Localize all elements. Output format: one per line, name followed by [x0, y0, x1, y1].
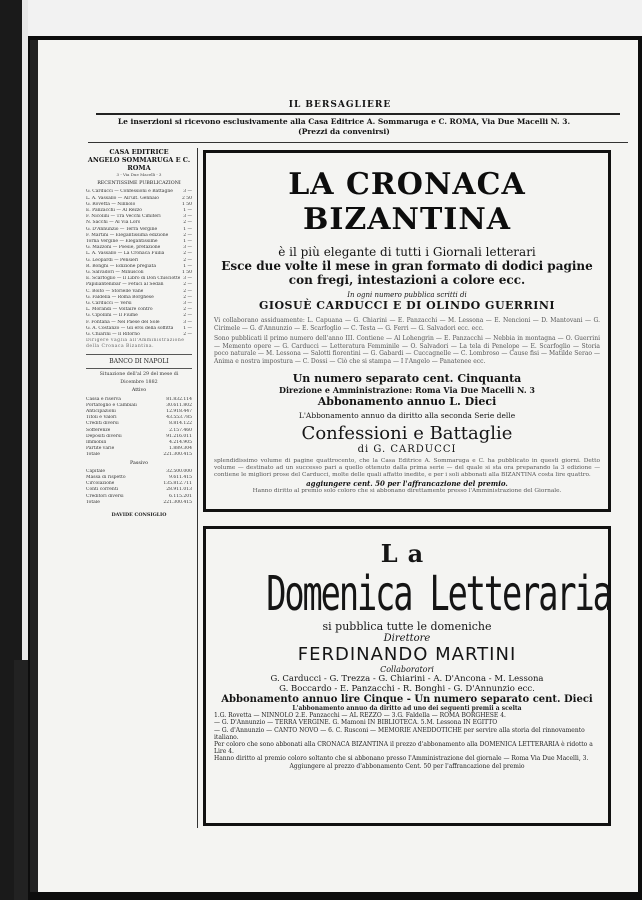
domenica-premium2: — G. D'Annunzio — TERRA VERGINE. G. Mamoni IN BIBLIOTECA. 5.M. Lessona IN EGITTO	[214, 719, 498, 727]
item-value: 2 50	[181, 195, 192, 201]
cronaca-price: Un numero separato cent. Cinquanta	[292, 371, 522, 385]
cronaca-title: LA CRONACA BIZANTINA	[288, 167, 526, 237]
item-value: 28.911.013	[166, 487, 192, 493]
recent-list	[86, 189, 192, 338]
item-value: 1 —	[183, 263, 192, 269]
item-text: N. Sacchi — Al Via Loro	[86, 220, 141, 226]
bank-date1: Situazione dell'al 29 del mese di	[99, 371, 179, 377]
ad-domenica-letteraria	[203, 526, 611, 826]
item-value: 2 —	[183, 282, 192, 288]
item-value: 1 —	[183, 208, 192, 214]
item-value: 2 —	[183, 307, 192, 313]
domenica-postage: Aggiungere al prezzo d'abbonamento Cent. 50 per l'affrancazione del premio	[289, 762, 525, 770]
item-value: 135.812.711	[163, 481, 192, 487]
list-item	[86, 500, 192, 506]
passivo-list	[86, 469, 192, 506]
cronaca-direction: Direzione e Amministrazione: Roma Via Due Macelli N. 3	[279, 384, 535, 395]
item-text: Massa di rispetto	[86, 474, 126, 480]
cronaca-sub-right: L'Abbonamento annuo da diritto alla seconda Serie delle	[298, 410, 516, 420]
scan-binding	[14, 660, 28, 900]
item-value: 2 —	[183, 332, 192, 338]
book-title: Confessioni e Battaglie	[301, 422, 513, 444]
item-text: Creditori diversi	[86, 493, 124, 499]
cronaca-collaborators: Vi collaborano assiduamente: L. Capuana — G. Chiarini — E. Panzacchi — M. Lessona — E. Nencioni — D. Mantovani — G. Cirimele — G. d'Annunzio — E. Scarfoglio — C. Testa — G. Ferri — G. Salvadori ecc. ecc.	[214, 317, 600, 332]
item-value: 1 —	[183, 226, 192, 232]
cronaca-contents: Sono pubblicati il primo numero dell'anno III. Contiene — Al Lohengrin — E. Panzacchi — Nebbia in montagna — O. Guerrini — Memento opere — G. Carducci — Letteratura Femminile — O. Salvadori — La tela di Penelope — E. Scarfoglio — Storia poco naturale — M. Lessona — Salotti fiorentini — G. Gabardi — Cuccagnelle — C. Lombroso — Cause fisi — Matilde Serao — Anima e nostra impostura — C. Dossi — Ciò che si stampa — I l'Angelo — Panatenee ecc.	[214, 335, 600, 365]
cronaca-line1: è il più elegante di tutti i Giornali letterari	[278, 245, 536, 259]
bank-passivo: Passivo	[130, 460, 148, 466]
item-text: L. Morandi — Voltaire contro	[86, 307, 153, 313]
item-value: 1 50	[181, 270, 192, 276]
bank-signature: DAVIDE CONSIGLIO	[111, 511, 167, 518]
cronaca-writers: GIOSUÈ CARDUCCI E DI OLINDO GUERRINI	[258, 299, 556, 312]
item-value: 3 —	[183, 276, 192, 282]
item-value: 2 —	[183, 257, 192, 263]
item-value: 221.300.415	[163, 452, 192, 458]
cronaca-line3: con fregi, intestazioni a colore ecc.	[288, 273, 526, 287]
list-item	[86, 452, 192, 458]
domenica-combo2: Hanno diritto al premio coloro soltanto che si abbonano presso l'Amministrazione del giornale — Roma Via Due Macelli, 3.	[214, 755, 589, 763]
item-text: F. Fontana — Nel Paese del Sole	[86, 319, 160, 325]
item-value: 91.216.011	[166, 433, 192, 439]
item-value: 4.214.905	[169, 439, 192, 445]
item-text: Anticipazioni	[86, 408, 116, 414]
domenica-premium1: 1.G. Rovetta — NINNOLO 2.E. Panzacchi — AL REZZO — 3.G. Faldella — ROMA BORGHESE 4.	[214, 712, 506, 720]
item-text: Cassa e riserva	[86, 396, 121, 402]
publisher-address: 3 - Via Due Macelli - 3	[116, 172, 162, 177]
publisher-label: CASA EDITRICE	[109, 148, 169, 156]
item-value: 30.611.802	[166, 402, 192, 408]
item-text: E. Panzacchi — Al Rezzo	[86, 208, 142, 214]
item-text: Titoli e Valori	[86, 415, 117, 421]
bank-title: BANCO DI NAPOLI	[109, 357, 169, 365]
item-text: G. Mazzoni — Poesie, prefazione	[86, 245, 161, 251]
item-value: 43.553.785	[166, 415, 192, 421]
item-value: 3 —	[183, 245, 192, 251]
item-value: 3 —	[183, 214, 192, 220]
item-text: L. A. Vassallo — All'ult. Gennaio	[86, 195, 159, 201]
item-value: 8.814.122	[169, 421, 192, 427]
item-value: 32.500.000	[166, 468, 192, 474]
item-text: Capitale	[86, 468, 106, 474]
bank-list	[86, 397, 192, 459]
item-text: G. Chiarini — Il Ritorno	[86, 332, 140, 338]
item-text: G. Cipollini — Il Fiume	[86, 313, 138, 319]
item-text: R. Bonghi — Edizione pregiata	[86, 263, 157, 269]
item-text: Torna Vergine — Elegantissime	[86, 239, 158, 245]
scan-top	[28, 0, 642, 36]
column-divider	[86, 354, 192, 355]
catalog-note: Dirigere vaglia all'Amministrazione della Cronaca Bizantina.	[86, 338, 185, 350]
item-value: 1 —	[183, 325, 192, 331]
item-value: 6.115.201	[169, 493, 192, 499]
running-head: IL BERSAGLIERE	[288, 100, 392, 110]
item-text: Crediti diversi	[86, 421, 119, 427]
book-author: di G. CARDUCCI	[357, 443, 457, 455]
publisher-name: ANGELO SOMMARUGA E C.	[87, 156, 191, 164]
book-postage-note: Hanno diritto al premio solo coloro che si abbonano direttamente presso l'Amministrazione del Giornale.	[252, 487, 562, 494]
domenica-sub: si pubblica tutte le domeniche	[322, 620, 492, 633]
item-text: Circolazione	[86, 481, 115, 487]
item-value: 3 —	[183, 301, 192, 307]
cronaca-line2: Esce due volte il mese in gran formato di dodici pagine	[221, 259, 593, 273]
item-value: 2 —	[183, 288, 192, 294]
book-description: splendidissimo volume di pagine quattrocento, che la Casa Editrice A. Sommaruga e C. ha pubblicato in questi giorni. Detto volume — destinato ad un successo pari a quello ottenuto dalla prima serie — del quale si sta ora preparando la 3 edizione — contiene le migliori prose del Carducci, molte delle quali affatto inedite, e per i soli abbonati alla BIZANTINA costa lire quattro.	[214, 457, 600, 478]
book-postage: aggiungere cent. 50 per l'affrancazione del premio.	[306, 478, 508, 488]
notice-rule	[88, 142, 628, 143]
column-rule	[197, 148, 198, 828]
item-text: G. Carducci — Confessioni e Battaglie	[86, 189, 173, 195]
item-text: G. Salvadori — Minuscoli	[86, 270, 144, 276]
item-text: L. A. Vassallo — La Cronaca Fuilia	[86, 251, 165, 257]
item-value: 2 —	[183, 313, 192, 319]
notice-line1: Le inserzioni si ricevono esclusivamente alla Casa Editrice A. Sommaruga e C. ROMA, Via Due Macelli N. 3.	[117, 117, 571, 126]
domenica-title: Domenica Letteraria	[266, 566, 611, 622]
item-text: Conti correnti	[86, 487, 119, 493]
domenica-collab-label: Collaboratori	[380, 665, 434, 674]
cronaca-subscription: Abbonamento annuo L. Dieci	[317, 394, 497, 408]
item-value: 221.300.415	[163, 499, 192, 505]
publisher-city: ROMA	[127, 164, 151, 172]
left-column	[86, 148, 192, 823]
item-text: G. Leopardi — Pensieri	[86, 257, 139, 263]
item-text: Sofferenze	[86, 427, 111, 433]
domenica-director: FERDINANDO MARTINI	[297, 644, 517, 665]
item-text: G. A. Costanzo — Gli eroi della soffitta	[86, 325, 174, 331]
item-text: G. Faldella — Roma Borghese	[86, 294, 154, 300]
item-value: 2 —	[183, 220, 192, 226]
item-value: 1 —	[183, 239, 192, 245]
item-text: Papiliantenibar — Fetuci al Sedan	[86, 282, 164, 288]
item-value: 12.918.447	[166, 408, 192, 414]
item-text: Portafoglio e Cambiali	[86, 402, 137, 408]
item-value: 1.889.304	[169, 446, 192, 452]
item-text: G. Rovetta — Ninnolo	[86, 201, 136, 207]
item-text: F. Nicolini — Tra Vecchi Cimiteri	[86, 214, 161, 220]
item-value: 2.157.460	[169, 427, 192, 433]
item-text: Totale	[86, 499, 100, 505]
bank-rule	[86, 368, 192, 369]
domenica-names1: G. Carducci - G. Trezza - G. Chiarini - A. D'Ancona - M. Lessona	[270, 674, 544, 684]
item-value: 3 —	[183, 189, 192, 195]
item-value: 81.832.114	[166, 396, 192, 402]
item-text: C. Boito — Storielle Vane	[86, 288, 144, 294]
item-text: Immobili	[86, 439, 107, 445]
item-text: G. Carducci — Versi	[86, 301, 132, 307]
item-value: 9.611.415	[169, 474, 192, 480]
insertion-notice	[84, 117, 604, 137]
ad-cronaca-bizantina	[203, 150, 611, 512]
item-value: 3 —	[183, 319, 192, 325]
domenica-director-label: Direttore	[383, 633, 431, 644]
domenica-premium-intro: L'abbonamento annuo da diritto ad uno dei seguenti premii a scelta	[292, 705, 522, 712]
item-text: G. D'Annunzio — Terra Vergine	[86, 226, 158, 232]
item-text: Partite varie	[86, 446, 115, 452]
recent-heading: RECENTISSIME PUBBLICAZIONI	[97, 181, 181, 187]
notice-line2: (Prezzi da convenirsi)	[298, 127, 390, 136]
item-text: Depositi diversi	[86, 433, 122, 439]
item-value: 2 —	[183, 294, 192, 300]
item-text: F. Martini — Elegantissima edizione	[86, 232, 169, 238]
item-value: 2 —	[183, 232, 192, 238]
domenica-premium3: — G. d'Annunzio — CANTO NOVO — 6. C. Rusconi — MEMORIE ANEDDOTICHE per servire alla storia del rinnovamento italiano.	[214, 726, 585, 741]
item-text: E. Scarfoglio — Il Libro di Don Chisciotte	[86, 276, 181, 282]
domenica-combo1: Per coloro che sono abbonati alla CRONACA BIZANTINA il prezzo d'abbonamento alla DOMENICA LETTERARIA è ridotto a Lire 4.	[214, 741, 593, 756]
item-value: 2 —	[183, 251, 192, 257]
item-text: Totale	[86, 452, 100, 458]
cronaca-writers-intro: In ogni numero pubblica scritti di	[347, 291, 467, 299]
item-value: 1 50	[181, 201, 192, 207]
domenica-la: La	[380, 539, 434, 568]
bank-date2: Dicembre 1882	[120, 380, 158, 386]
domenica-names2: G. Boccardo - E. Panzacchi - R. Bonghi - G. D'Annunzio ecc.	[279, 684, 535, 694]
domenica-subscription: Abbonamento annuo lire Cinque - Un numero separato cent. Dieci	[221, 694, 593, 705]
bank-attivo: Attivo	[131, 388, 147, 394]
head-rule	[96, 113, 620, 115]
